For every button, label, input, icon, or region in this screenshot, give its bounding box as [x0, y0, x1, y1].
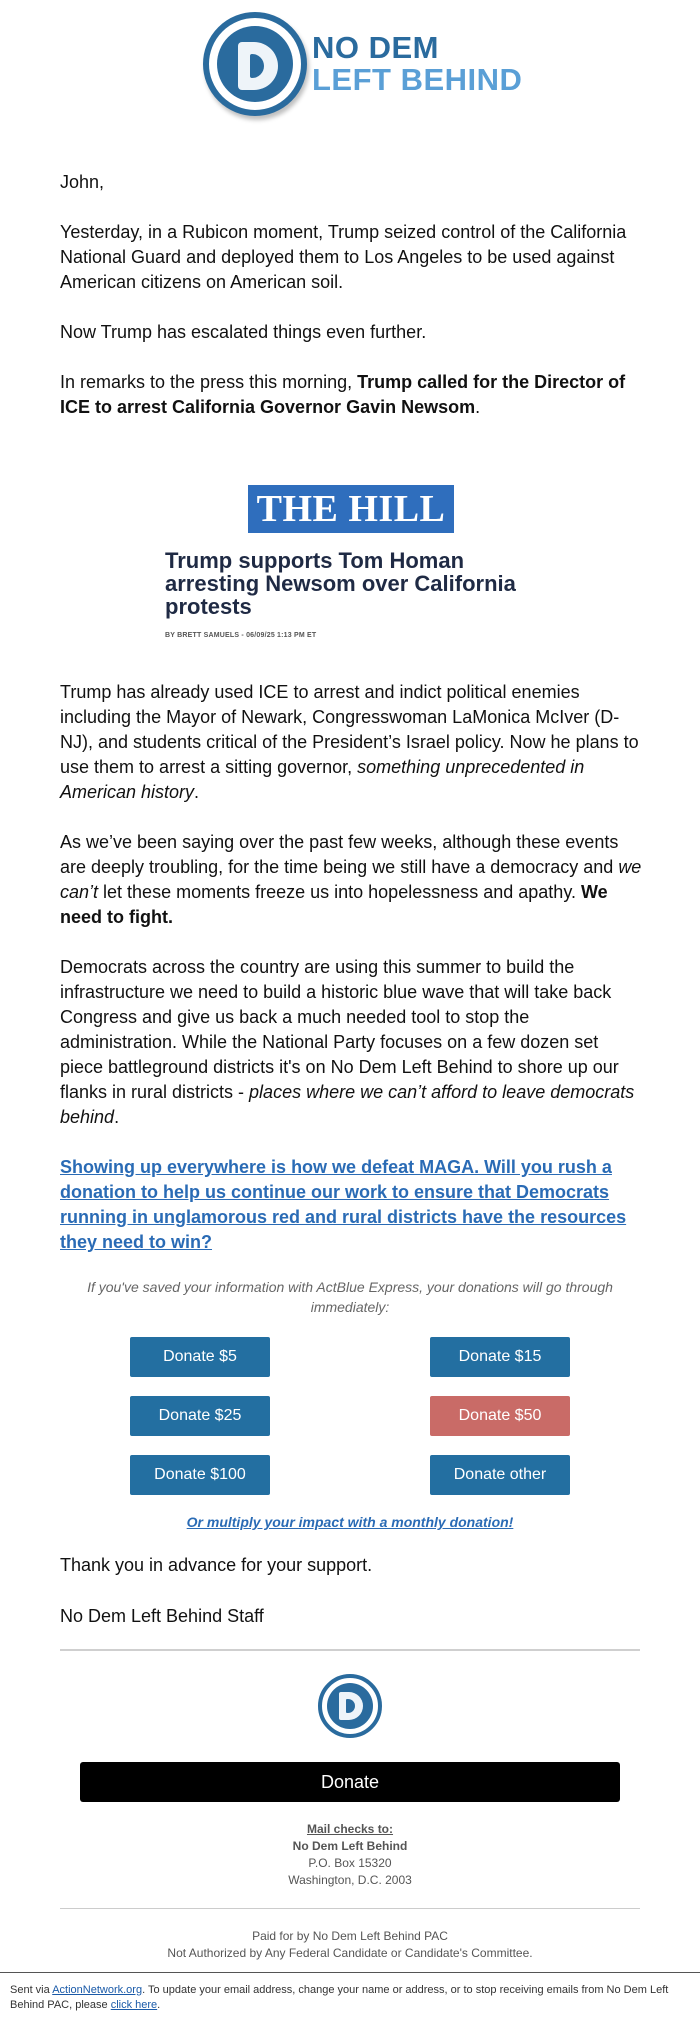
paragraph-4: Trump has already used ICE to arrest and indict political enemies including the Mayor of Newark, Congresswoman LaMonica McIver (D-NJ), and students critical of the President’s Israel policy. Now he plans to use them to arrest a sitting governor, something unprecedented in American history.	[60, 682, 639, 802]
news-headline: Trump supports Tom Homan arresting Newsom over California protests	[165, 548, 516, 619]
footer-divider	[0, 1972, 700, 1973]
paragraph-1: Yesterday, in a Rubicon moment, Trump seized control of the California National Guard and deployed them to Los Angeles to be used against American citizens on American soil.	[60, 222, 627, 292]
paid-for-text: Paid for by No Dem Left Behind PAC	[252, 1929, 448, 1943]
thanks-text: Thank you in advance for your support.	[60, 1555, 373, 1575]
actblue-note: If you've saved your information with ActBlue Express, your donations will go through immediately:	[87, 1279, 613, 1315]
donate-other-button[interactable]: Donate other	[430, 1455, 570, 1495]
mail-name: No Dem Left Behind	[292, 1839, 408, 1853]
header	[0, 0, 700, 130]
signature: No Dem Left Behind Staff	[60, 1606, 264, 1626]
logo-icon	[203, 12, 307, 116]
mail-checks-block	[0, 1821, 700, 1889]
paragraph-2: Now Trump has escalated things even further.	[60, 322, 427, 342]
divider	[60, 1649, 640, 1651]
paragraph-3: In remarks to the press this morning, Trump called for the Director of ICE to arrest California Governor Gavin Newsom.	[60, 372, 626, 417]
divider	[60, 1908, 640, 1909]
unsubscribe-link[interactable]: click here	[110, 1999, 158, 2011]
donate-50-button[interactable]: Donate $50	[430, 1396, 570, 1436]
news-clipping	[165, 473, 535, 643]
monthly-donation-link[interactable]: Or multiply your impact with a monthly donation!	[186, 1514, 514, 1530]
footer-sent-via: Sent via ActionNetwork.org. To update your email address, change your name or address, or to stop receiving emails from No Dem Left Behind PAC, please click here.	[10, 1984, 669, 2011]
donate-25-button[interactable]: Donate $25	[130, 1396, 270, 1436]
footer-logo-icon	[318, 1674, 382, 1738]
paragraph-6: Democrats across the country are using this summer to build the infrastructure we need to build a historic blue wave that will take back Congress and give us back a much needed tool to stop the administration. While the National Party focuses on a few dozen set piece battleground districts it's on No Dem Left Behind to shore up our flanks in rural districts - places where we can’t afford to leave democrats behind.	[60, 957, 635, 1127]
donation-cta-link[interactable]: Showing up everywhere is how we defeat MAGA. Will you rush a donation to help us continue our work to ensure that Democrats running in unglamorous red and rural districts have the resources they need to win?	[60, 1157, 627, 1252]
news-byline: BY BRETT SAMUELS - 06/09/25 1:13 PM ET	[165, 632, 317, 639]
not-authorized-text: Not Authorized by Any Federal Candidate or Candidate's Committee.	[167, 1946, 533, 1960]
mail-city: Washington, D.C. 2003	[288, 1873, 412, 1887]
greeting: John,	[60, 172, 105, 192]
donate-100-button[interactable]: Donate $100	[130, 1455, 270, 1495]
paragraph-5: As we’ve been saying over the past few weeks, although these events are deeply troubling, for the time being we still have a democracy and we can’t let these moments freeze us into hopelessness and apathy. We need to fight.	[60, 832, 642, 927]
the-hill-logo: THE HILL	[248, 485, 454, 533]
donate-5-button[interactable]: Donate $5	[130, 1337, 270, 1377]
donate-15-button[interactable]: Donate $15	[430, 1337, 570, 1377]
actionnetwork-link[interactable]: ActionNetwork.org	[52, 1984, 143, 1996]
logo-text-line2: LEFT BEHIND	[312, 62, 523, 97]
donate-button[interactable]: Donate	[80, 1762, 620, 1802]
mail-box: P.O. Box 15320	[308, 1856, 392, 1870]
mail-title: Mail checks to:	[306, 1822, 394, 1836]
logo-text-line1: NO DEM	[312, 30, 439, 65]
